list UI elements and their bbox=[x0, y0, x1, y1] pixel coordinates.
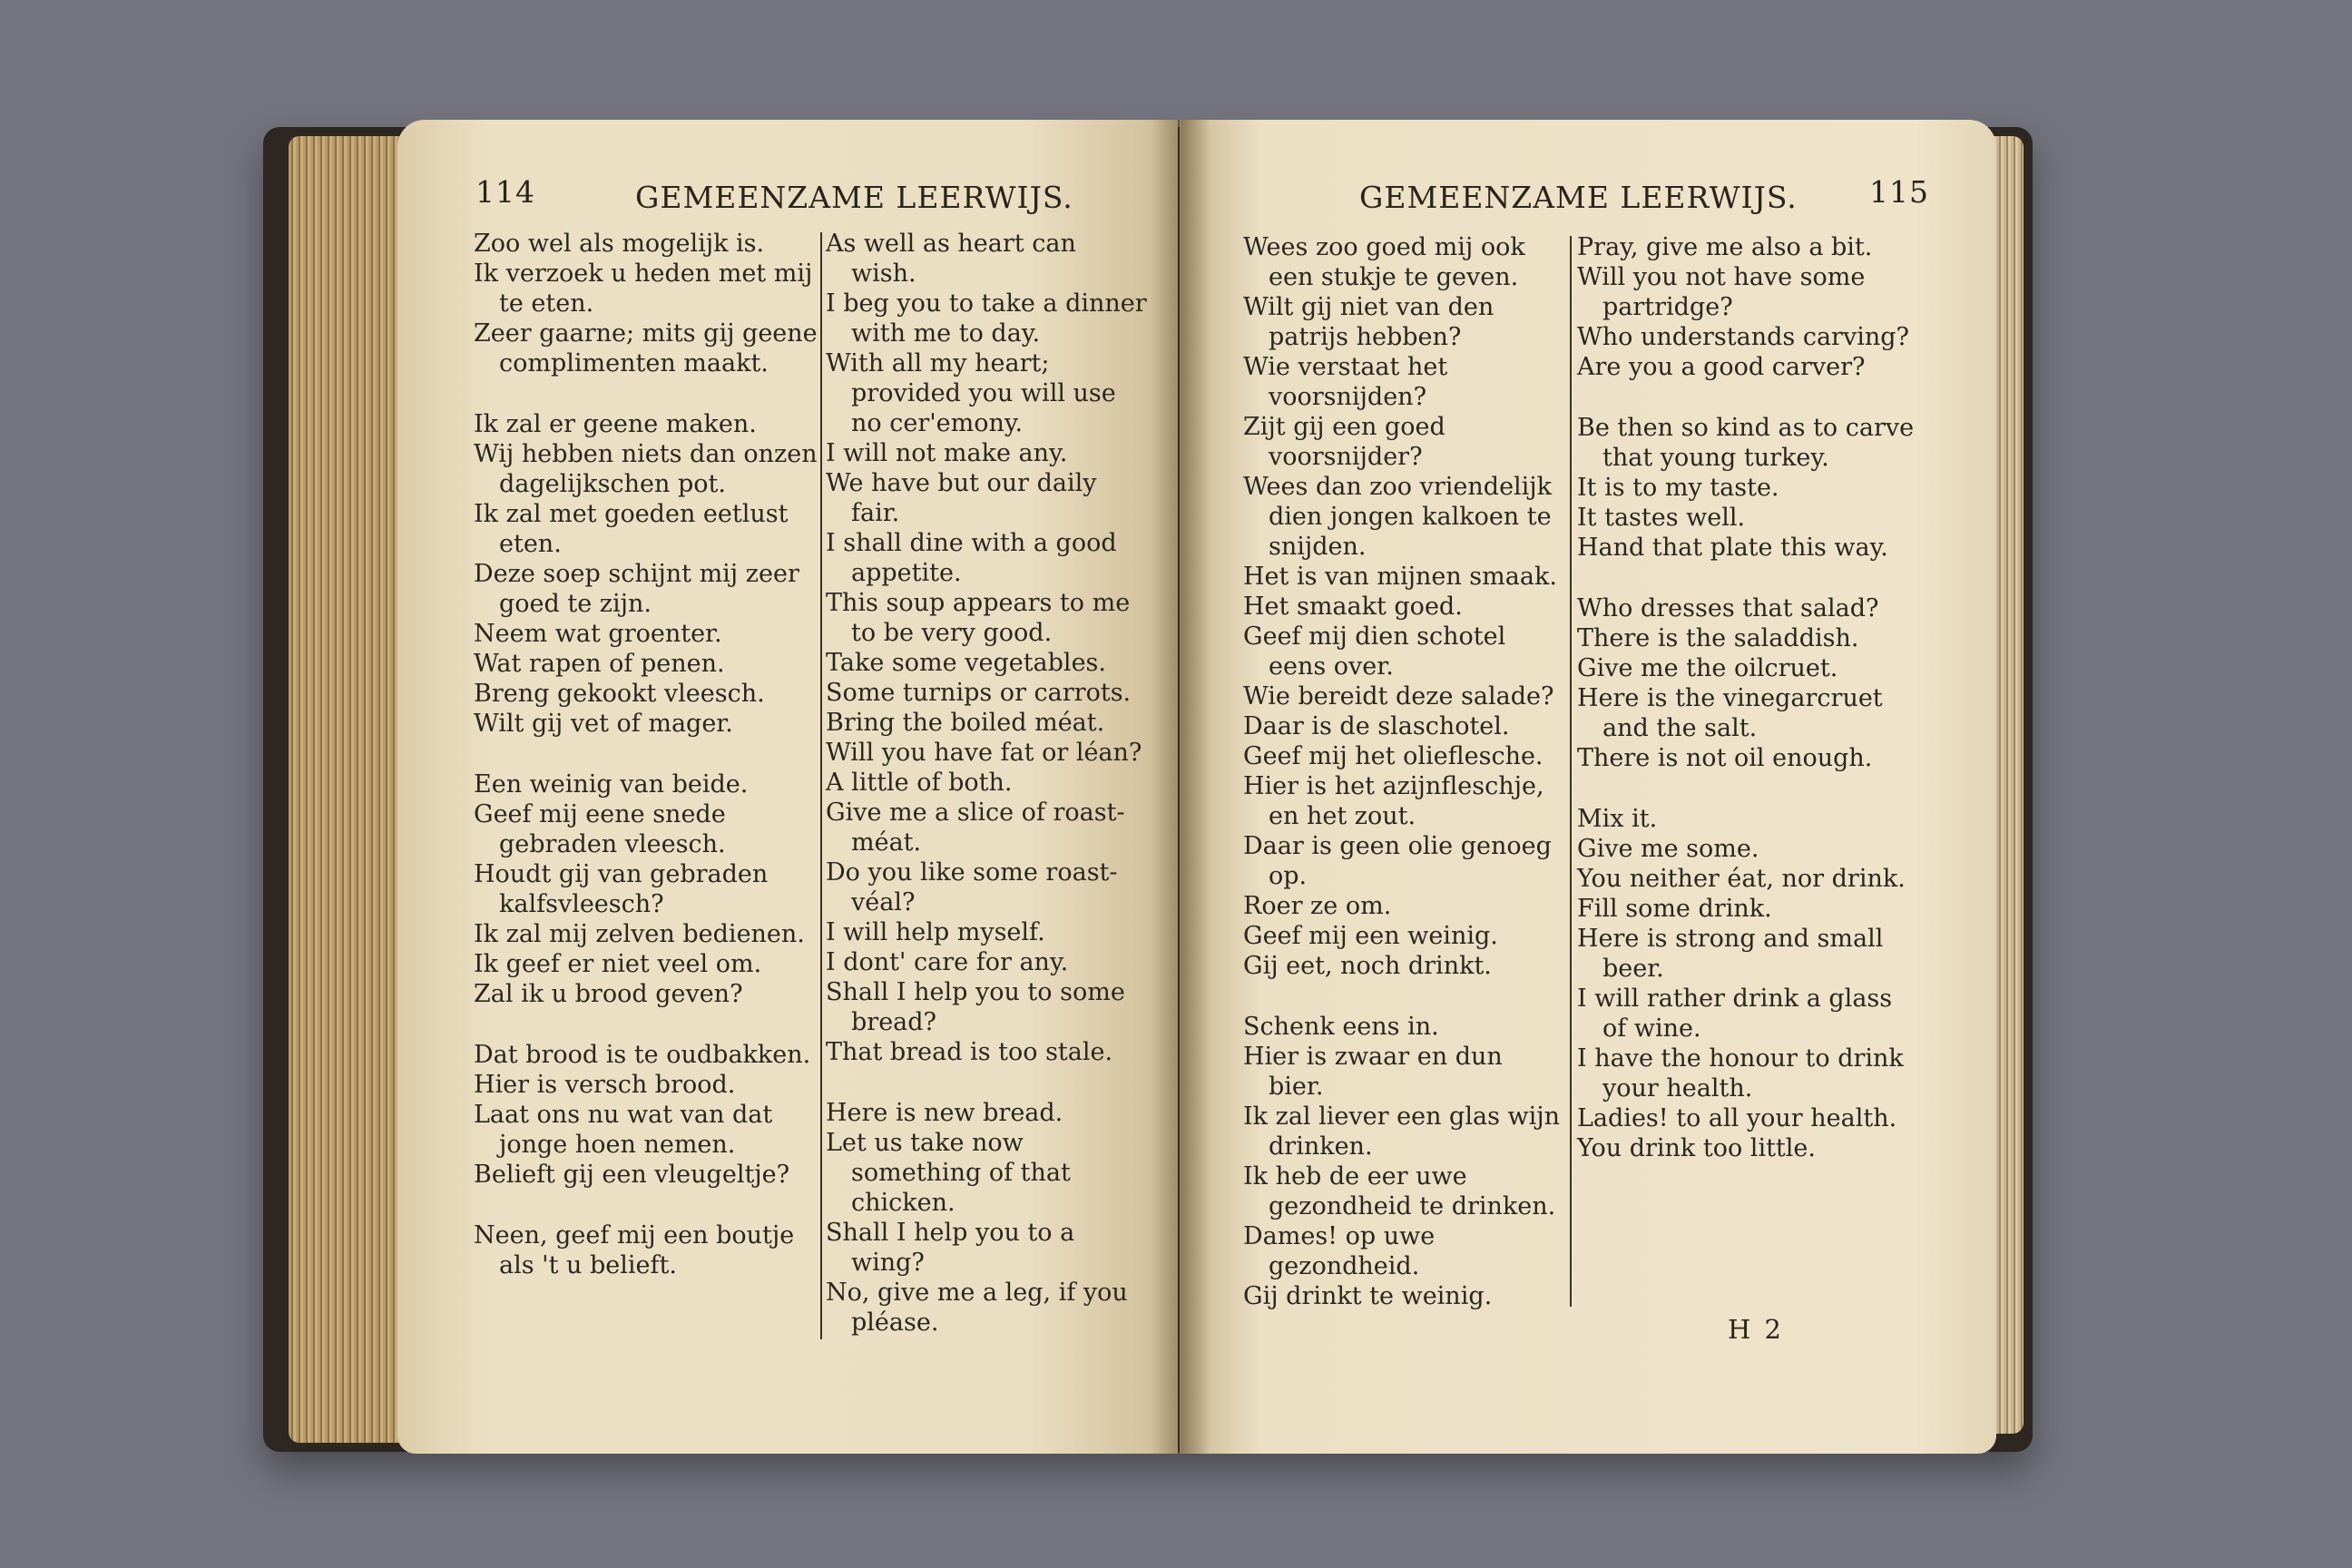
english-phrase: Fill some drink. bbox=[1577, 895, 1772, 923]
dutch-phrase: Wilt gij vet of mager. bbox=[474, 710, 733, 738]
english-phrase: I beg you to take a dinner with me to day. bbox=[826, 289, 1147, 348]
english-phrase: Give me some. bbox=[1577, 835, 1759, 863]
dutch-phrase: Zoo wel als mogelijk is. bbox=[474, 230, 765, 258]
page-number-right: 115 bbox=[1869, 174, 1929, 210]
dutch-phrase: Zal ik u brood geven? bbox=[474, 980, 743, 1008]
english-phrase: There is the saladdish. bbox=[1577, 624, 1859, 652]
english-phrase: Are you a good carver? bbox=[1577, 353, 1866, 381]
column-rule-right bbox=[1570, 236, 1572, 1307]
english-phrase: No, give me a leg, if you pléase. bbox=[826, 1279, 1128, 1337]
right-page bbox=[1180, 120, 1996, 1454]
dutch-phrase: Daar is de slaschotel. bbox=[1243, 712, 1510, 740]
english-phrase: Ladies! to all your health. bbox=[1577, 1104, 1897, 1132]
left-page-edges bbox=[289, 136, 416, 1443]
english-phrase: You drink too little. bbox=[1577, 1134, 1816, 1162]
dutch-phrase: Geef mij het olieflesche. bbox=[1243, 742, 1544, 770]
dutch-phrase: Een weinig van beide. bbox=[474, 770, 749, 799]
dutch-phrase: Roer ze om. bbox=[1243, 892, 1392, 920]
dutch-phrase: Hier is versch brood. bbox=[474, 1071, 736, 1099]
english-phrase: Pray, give me also a bit. bbox=[1577, 233, 1873, 261]
dutch-phrase: Geef mij dien schotel eens over. bbox=[1243, 622, 1506, 681]
english-phrase: Will you not have some partridge? bbox=[1577, 263, 1866, 321]
dutch-phrase: Wie bereidt deze salade? bbox=[1243, 682, 1554, 710]
english-phrase: It tastes well. bbox=[1577, 504, 1746, 532]
english-phrase: I will not make any. bbox=[826, 439, 1068, 467]
dutch-phrase: Neem wat groenter. bbox=[474, 620, 722, 648]
dutch-phrase: Zijt gij een goed voorsnijder? bbox=[1243, 413, 1446, 471]
english-phrase: It is to my taste. bbox=[1577, 474, 1779, 502]
running-title-left: GEMEENZAME LEERWIJS. bbox=[635, 180, 1073, 215]
book-gutter bbox=[1151, 120, 1210, 1454]
english-phrase: Be then so kind as to carve that young turkey. bbox=[1577, 414, 1915, 472]
english-column-right bbox=[1577, 232, 1922, 1163]
english-phrase: Let us take now something of that chicken. bbox=[826, 1129, 1071, 1217]
dutch-phrase: Houdt gij van gebraden kalfsvleesch? bbox=[474, 860, 769, 918]
signature-mark: H 2 bbox=[1728, 1314, 1784, 1345]
dutch-phrase: Belieft gij een vleugeltje? bbox=[474, 1161, 790, 1189]
column-rule-left bbox=[820, 232, 822, 1339]
dutch-phrase: Zeer gaarne; mits gij geene complimenten maakt. bbox=[474, 319, 818, 377]
english-phrase: Here is new bread. bbox=[826, 1099, 1063, 1127]
english-phrase: We have but our daily fair. bbox=[826, 469, 1097, 527]
dutch-phrase: Hier is het azijnfleschje, en het zout. bbox=[1243, 772, 1544, 830]
dutch-column-left bbox=[474, 229, 818, 1280]
english-phrase: Who understands carving? bbox=[1577, 323, 1910, 351]
dutch-phrase: Laat ons nu wat van dat jonge hoen nemen. bbox=[474, 1101, 773, 1159]
left-page bbox=[397, 120, 1178, 1454]
dutch-phrase: Geef mij een weinig. bbox=[1243, 922, 1498, 950]
english-phrase: There is not oil enough. bbox=[1577, 744, 1873, 772]
english-column-left bbox=[826, 229, 1148, 1338]
english-phrase: I will help myself. bbox=[826, 918, 1045, 946]
dutch-phrase: Ik zal mij zelven bedienen. bbox=[474, 920, 805, 948]
dutch-phrase: Dames! op uwe gezondheid. bbox=[1243, 1222, 1436, 1280]
dutch-phrase: Hier is zwaar en dun bier. bbox=[1243, 1043, 1503, 1101]
dutch-phrase: Neen, geef mij een boutje als 't u belieft. bbox=[474, 1221, 795, 1279]
dutch-phrase: Geef mij eene snede gebraden vleesch. bbox=[474, 800, 726, 858]
english-phrase: I will rather drink a glass of wine. bbox=[1577, 985, 1893, 1043]
english-phrase: Who dresses that salad? bbox=[1577, 594, 1879, 622]
dutch-phrase: Het smaakt goed. bbox=[1243, 593, 1463, 621]
dutch-phrase: Daar is geen olie genoeg op. bbox=[1243, 832, 1552, 890]
dutch-phrase: Wie verstaat het voorsnijden? bbox=[1243, 353, 1448, 411]
english-phrase: Hand that plate this way. bbox=[1577, 534, 1888, 562]
dutch-phrase: Ik zal er geene maken. bbox=[474, 410, 757, 438]
english-phrase: That bread is too stale. bbox=[826, 1038, 1113, 1066]
english-phrase: As well as heart can wish. bbox=[826, 230, 1076, 288]
english-phrase: Some turnips or carrots. bbox=[826, 679, 1132, 707]
english-phrase: Here is strong and small beer. bbox=[1577, 925, 1884, 983]
english-phrase: Shall I help you to some bread? bbox=[826, 978, 1125, 1036]
english-phrase: Will you have fat or léan? bbox=[826, 739, 1142, 767]
dutch-phrase: Ik heb de eer uwe gezondheid te drinken. bbox=[1243, 1162, 1556, 1220]
english-phrase: Here is the vinegarcruet and the salt. bbox=[1577, 684, 1883, 742]
english-phrase: Give me a slice of roast-méat. bbox=[826, 799, 1125, 857]
english-phrase: I dont' care for any. bbox=[826, 948, 1069, 976]
dutch-phrase: Wat rapen of penen. bbox=[474, 650, 725, 678]
dutch-phrase: Wij hebben niets dan onzen dagelijkschen pot. bbox=[474, 440, 818, 498]
english-phrase: Give me the oilcruet. bbox=[1577, 654, 1838, 682]
english-phrase: I have the honour to drink your health. bbox=[1577, 1044, 1904, 1102]
dutch-phrase: Wees dan zoo vriendelijk dien jongen kalkoen te snijden. bbox=[1243, 473, 1553, 561]
english-phrase: Bring the boiled méat. bbox=[826, 709, 1105, 737]
dutch-phrase: Schenk eens in. bbox=[1243, 1013, 1439, 1041]
dutch-phrase: Breng gekookt vleesch. bbox=[474, 680, 765, 708]
english-phrase: This soup appears to me to be very good. bbox=[826, 589, 1131, 647]
dutch-phrase: Ik zal liever een glas wijn drinken. bbox=[1243, 1102, 1561, 1161]
dutch-phrase: Dat brood is te oudbakken. bbox=[474, 1041, 811, 1069]
english-phrase: A little of both. bbox=[826, 769, 1013, 797]
dutch-column-right bbox=[1243, 232, 1561, 1311]
dutch-phrase: Gij eet, noch drinkt. bbox=[1243, 952, 1492, 980]
english-phrase: I shall dine with a good appetite. bbox=[826, 529, 1117, 587]
english-phrase: Mix it. bbox=[1577, 805, 1658, 833]
dutch-phrase: Wilt gij niet van den patrijs hebben? bbox=[1243, 293, 1494, 351]
page-number-left: 114 bbox=[475, 174, 535, 210]
english-phrase: Take some vegetables. bbox=[826, 649, 1106, 677]
dutch-phrase: Het is van mijnen smaak. bbox=[1243, 563, 1557, 591]
dutch-phrase: Wees zoo goed mij ook een stukje te geven. bbox=[1243, 233, 1525, 291]
running-title-right: GEMEENZAME LEERWIJS. bbox=[1359, 180, 1798, 215]
english-phrase: You neither éat, nor drink. bbox=[1577, 865, 1906, 893]
dutch-phrase: Ik verzoek u heden met mij te eten. bbox=[474, 260, 813, 318]
english-phrase: With all my heart; provided you will use no cer'emony. bbox=[826, 349, 1116, 437]
dutch-phrase: Ik geef er niet veel om. bbox=[474, 950, 762, 978]
english-phrase: Shall I help you to a wing? bbox=[826, 1219, 1075, 1277]
dutch-phrase: Deze soep schijnt mij zeer goed te zijn. bbox=[474, 560, 799, 618]
english-phrase: Do you like some roast-véal? bbox=[826, 858, 1118, 916]
dutch-phrase: Ik zal met goeden eetlust eten. bbox=[474, 500, 789, 558]
dutch-phrase: Gij drinkt te weinig. bbox=[1243, 1282, 1493, 1310]
